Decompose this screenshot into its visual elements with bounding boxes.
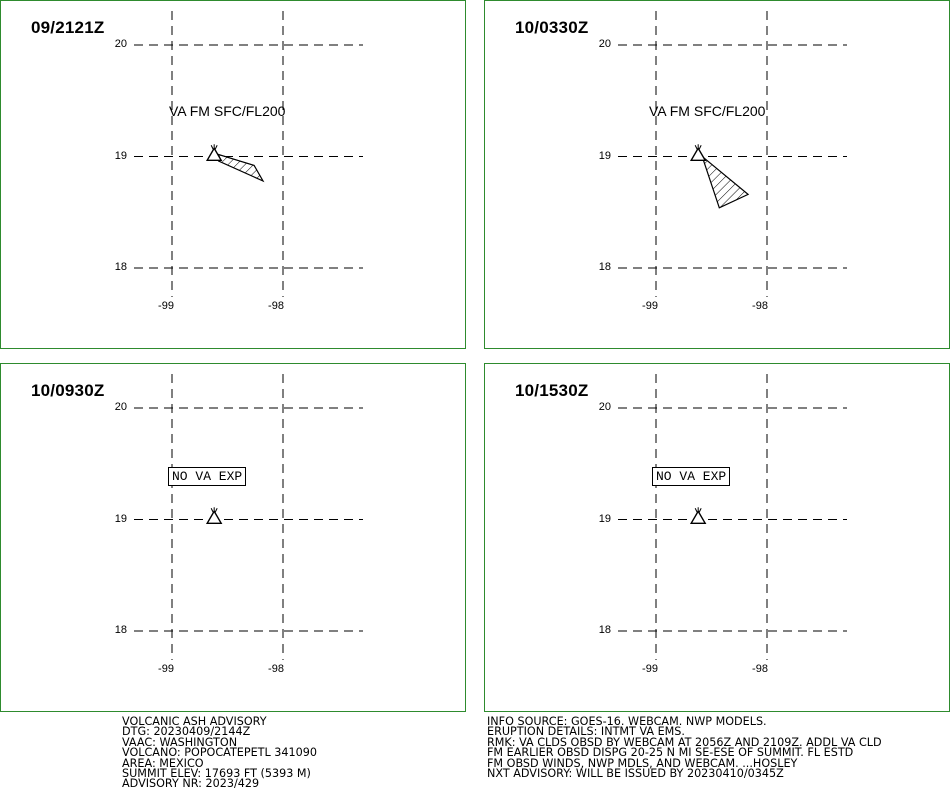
advisory-remarks-line-2: FM EARLIER OBSD DISPG 20-25 N MI SE-ESE OF SUMMIT. FL ESTD — [487, 746, 854, 760]
ash-cloud-label: VA FM SFC/FL200 — [649, 103, 766, 119]
panel-time-title: 09/2121Z — [31, 18, 105, 37]
forecast-panel-0921z — [0, 0, 466, 349]
ash-cloud-label: VA FM SFC/FL200 — [169, 103, 286, 119]
map-canvas — [485, 1, 950, 350]
forecast-panel-1530z — [484, 363, 950, 712]
volcano-triangle-icon — [207, 144, 221, 160]
advisory-number: ADVISORY NR: 2023/429 — [122, 777, 260, 791]
lon-tick-minus-98: -98 — [752, 300, 768, 312]
forecast-panel-0330z — [484, 0, 950, 349]
map-canvas — [485, 364, 950, 713]
advisory-remarks-line-3: FM OBSD WINDS, NWP MDLS, AND WEBCAM. ...HOSLEY — [487, 756, 798, 770]
advisory-header-block — [122, 717, 317, 790]
lat-tick-18: 18 — [598, 624, 611, 636]
volcano-triangle-icon — [691, 144, 705, 160]
lat-tick-20: 20 — [598, 38, 611, 50]
volcano-triangle-icon — [691, 507, 705, 523]
lon-tick-minus-99: -99 — [158, 300, 174, 312]
no-ash-expected-box: NO VA EXP — [652, 467, 730, 486]
lon-tick-minus-98: -98 — [268, 300, 284, 312]
panel-time-title: 10/0330Z — [515, 18, 589, 37]
lat-tick-19: 19 — [114, 513, 127, 525]
advisory-summit-elev: SUMMIT ELEV: 17693 FT (5393 M) — [122, 766, 311, 780]
lon-tick-minus-99: -99 — [642, 663, 658, 675]
lat-tick-18: 18 — [114, 624, 127, 636]
panel-time-title: 10/0930Z — [31, 381, 105, 400]
volcano-triangle-icon — [207, 507, 221, 523]
lat-tick-19: 19 — [598, 150, 611, 162]
advisory-title: VOLCANIC ASH ADVISORY — [122, 715, 267, 728]
lon-tick-minus-99: -99 — [642, 300, 658, 312]
no-ash-expected-box: NO VA EXP — [168, 467, 246, 486]
advisory-next-advisory: NXT ADVISORY: WILL BE ISSUED BY 20230410/0345Z — [487, 766, 784, 780]
lon-tick-minus-98: -98 — [752, 663, 768, 675]
lat-tick-19: 19 — [598, 513, 611, 525]
panel-time-title: 10/1530Z — [515, 381, 589, 400]
forecast-panel-0930z — [0, 363, 466, 712]
lon-tick-minus-98: -98 — [268, 663, 284, 675]
map-canvas — [1, 1, 467, 350]
ash-cloud-polygon — [214, 153, 263, 181]
advisory-details-block — [487, 717, 882, 779]
advisory-vaac: VAAC: WASHINGTON — [122, 735, 238, 749]
advisory-volcano: VOLCANO: POPOCATEPETL 341090 — [122, 746, 318, 760]
lat-tick-20: 20 — [598, 401, 611, 413]
advisory-dtg: DTG: 20230409/2144Z — [122, 725, 251, 739]
map-canvas — [1, 364, 467, 713]
advisory-remarks-line-1: RMK: VA CLDS OBSD BY WEBCAM AT 2056Z AND 2109Z. ADDL VA CLD — [487, 735, 882, 749]
advisory-info-source: INFO SOURCE: GOES-16. WEBCAM. NWP MODELS. — [487, 715, 767, 728]
advisory-area: AREA: MEXICO — [122, 756, 204, 770]
advisory-eruption-details: ERUPTION DETAILS: INTMT VA EMS. — [487, 725, 685, 739]
lat-tick-19: 19 — [114, 150, 127, 162]
lat-tick-20: 20 — [114, 38, 127, 50]
ash-cloud-polygon — [698, 153, 748, 208]
lat-tick-18: 18 — [114, 261, 127, 273]
lat-tick-18: 18 — [598, 261, 611, 273]
lon-tick-minus-99: -99 — [158, 663, 174, 675]
lat-tick-20: 20 — [114, 401, 127, 413]
